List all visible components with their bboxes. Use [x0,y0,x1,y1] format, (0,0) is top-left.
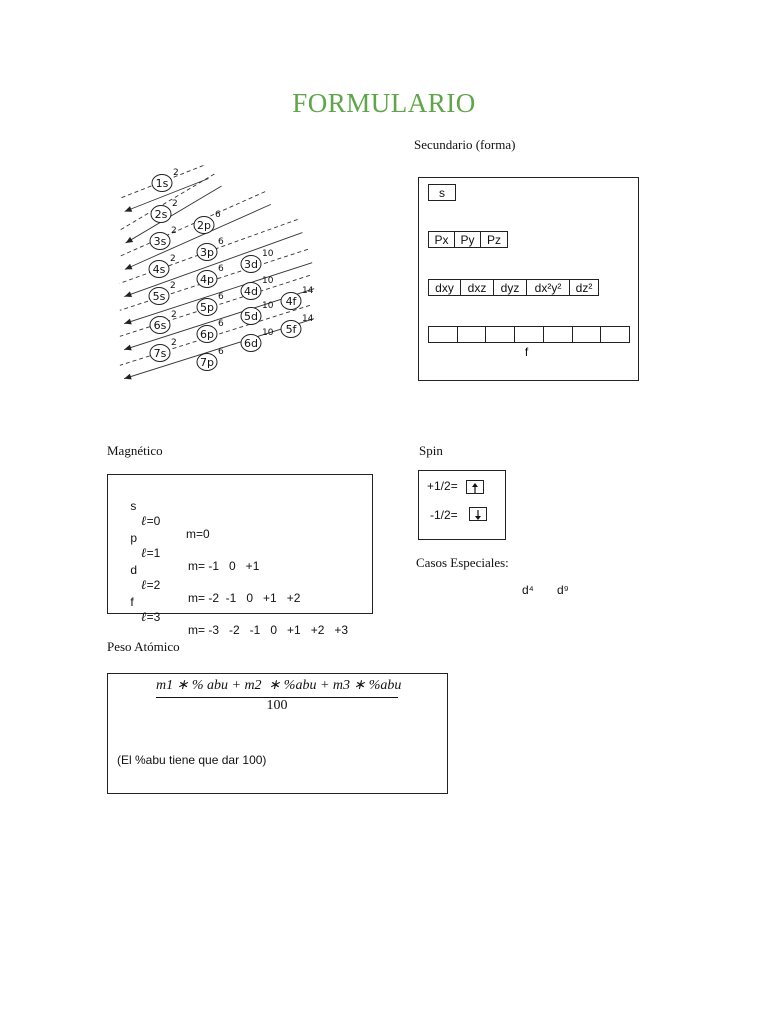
peso-box [107,673,448,794]
spin-box [418,470,506,540]
orbital-node [197,319,224,343]
orbital-node [152,168,179,192]
sublevel-label: f [130,595,134,609]
l-value: =3 [146,610,161,624]
spin-up-label: +1/2= [427,479,458,493]
sublevel-label: d [130,563,138,577]
p-orbital-cell: Py [454,231,481,248]
m-values: m=0 [186,527,210,541]
s-orbital-cell: s [428,184,456,201]
electron-count: 14 [302,314,314,324]
f-orbital-cell [543,326,573,343]
electron-count: 6 [218,237,224,247]
f-orbital-cell [572,326,602,343]
spin-heading: Spin [419,443,443,458]
l-symbol: ℓ [141,609,147,624]
orbital-label: 4d [244,285,258,298]
l-value: =1 [146,546,161,560]
electron-count: 10 [262,301,274,311]
arrow-left-icon [124,291,132,297]
f-orbital-cell [428,326,458,343]
orbital-node [241,328,274,352]
arrow-left-icon [124,374,132,380]
electron-count: 2 [172,199,178,209]
magnetico-box [107,474,373,637]
arrow-left-icon [126,237,134,243]
secundario-box [418,177,639,381]
f-orbital-label: f [524,345,529,359]
orbital-node [151,199,178,223]
orbital-label: 4f [285,295,297,308]
electron-count: 10 [262,276,274,286]
orbital-label: 7p [200,356,214,369]
orbital-label: 6d [244,337,258,350]
electron-count: 2 [171,310,177,320]
orbital-label: 2p [197,219,211,232]
d-orbital-cell: dyz [493,279,527,296]
orbital-label: 5f [285,323,297,336]
orbital-node [149,254,176,278]
arrow-down-icon [469,507,487,521]
electron-count: 6 [218,292,224,302]
electron-count: 2 [170,254,176,264]
f-orbital-row [428,326,629,344]
l-symbol: ℓ [141,545,147,560]
l-symbol: ℓ [141,513,147,528]
l-value: =2 [146,578,161,592]
orbital-label: 6p [200,328,214,341]
electron-count: 10 [262,328,274,338]
orbital-label: 5d [244,310,258,323]
electron-count: 6 [218,264,224,274]
l-value: =0 [146,514,161,528]
d-orbital-cell: dxy [428,279,461,296]
orbital-label: 5s [152,290,166,303]
orbital-node [241,276,274,300]
electron-count: 2 [173,168,179,178]
magnetico-heading: Magnético [107,443,163,458]
electron-count: 10 [262,249,274,259]
orbital-node [197,347,224,371]
f-orbital-cell [485,326,515,343]
peso-heading: Peso Atómico [107,639,180,654]
d-orbital-cell: dx²y² [526,279,570,296]
m-values: m= -3 -2 -1 0 +1 +2 +3 [188,623,349,637]
d-orbital-cell: dz² [569,279,599,296]
p-orbital-cell: Pz [480,231,508,248]
secundario-heading: Secundario (forma) [414,137,516,152]
orbital-node [197,237,224,261]
arrow-left-icon [124,345,132,351]
sublevel-label: p [130,531,138,545]
d-orbital-cell: dxz [460,279,494,296]
formula-denominator: 100 [266,698,288,713]
orbital-node [281,314,314,338]
orbital-label: 7s [153,347,167,360]
m-values: m= -1 0 +1 [188,559,260,573]
orbital-label: 3d [244,258,258,271]
l-symbol: ℓ [141,577,147,592]
diagonal-dashed-line [119,192,265,257]
f-orbital-cell [600,326,630,343]
electron-count: 6 [215,210,221,220]
arrow-left-icon [125,206,133,212]
f-orbital-cell [514,326,544,343]
orbital-node [194,210,221,234]
orbital-label: 4s [152,263,166,276]
orbital-node [241,301,274,325]
spin-down-label: -1/2= [430,508,458,522]
electron-count: 2 [170,281,176,291]
page-title: FORMULARIO [292,88,476,118]
orbital-node [150,338,177,362]
case-d9: d⁹ [557,583,569,597]
case-d4: d⁴ [522,583,534,597]
orbital-label: 1s [155,177,169,190]
arrow-left-icon [124,319,132,325]
orbital-label: 4p [200,273,214,286]
sublevel-label: s [130,499,137,513]
peso-note: (El %abu tiene que dar 100) [117,753,267,767]
electron-count: 2 [171,338,177,348]
orbital-node [197,264,224,288]
electron-count: 2 [171,226,177,236]
orbital-label: 3s [153,235,167,248]
aufbau-diagram [100,160,340,385]
casos-heading: Casos Especiales: [416,555,509,570]
m-values: m= -2 -1 0 +1 +2 [188,591,301,605]
orbital-node [150,226,177,250]
orbital-label: 2s [154,208,168,221]
orbital-label: 6s [153,319,167,332]
p-orbital-cell: Px [428,231,455,248]
arrow-up-icon [466,480,484,494]
orbital-node [149,281,176,305]
orbital-label: 5p [200,301,214,314]
f-orbital-cell [457,326,487,343]
formula-numerator: m1 ∗ % abu + m2 ∗ %abu + m3 ∗ %abu [156,678,402,693]
electron-count: 14 [302,286,314,296]
electron-count: 6 [218,319,224,329]
electron-count: 6 [218,347,224,357]
orbital-label: 3p [200,246,214,259]
